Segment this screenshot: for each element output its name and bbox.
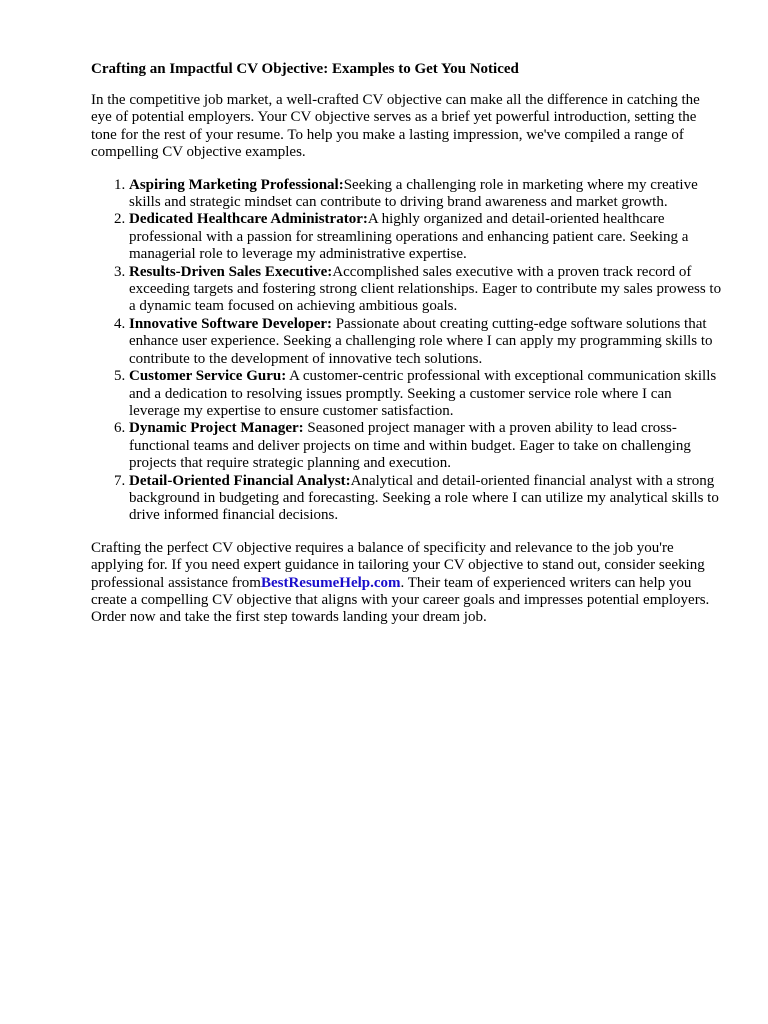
closing-text-before-link: Crafting the perfect CV objective requires a balance of specificity and relevance to the job you're applying for. If you need expert guidance in tailoring your CV objective to stand out, consider seeking professional assistance from: [91, 539, 705, 591]
examples-list: [91, 177, 723, 525]
example-text: Seeking a challenging role in marketing where my creative skills and strategic mindset can contribute to driving brand awareness and market growth.: [129, 176, 698, 211]
example-heading: Innovative Software Developer:: [129, 315, 333, 332]
example-text: Seasoned project manager with a proven ability to lead cross-functional teams and deliver projects on time and within budget. Eager to take on challenging projects that require strategic planning and execution.: [129, 420, 691, 472]
closing-text-after-link: . Their team of experienced writers can help you create a compelling CV objective that aligns with your career goals and impresses potential employers. Order now and take the first step towards landing your dream job.: [91, 574, 710, 626]
example-text: A highly organized and detail-oriented healthcare professional with a passion for streamlining operations and enhancing patient care. Seeking a managerial role to leverage my administrative expertise.: [129, 211, 689, 263]
list-item: [129, 473, 723, 525]
closing-paragraph: [91, 540, 723, 627]
list-item: [129, 420, 723, 472]
list-item: [129, 177, 723, 212]
example-heading: Customer Service Guru:: [129, 368, 287, 385]
example-heading: Dedicated Healthcare Administrator:: [129, 211, 368, 228]
example-heading: Aspiring Marketing Professional:: [129, 176, 344, 193]
list-item: [129, 316, 723, 368]
document-page: [91, 60, 723, 627]
list-item: [129, 264, 723, 316]
document-title: Crafting an Impactful CV Objective: Examples to Get You Noticed: [91, 61, 519, 77]
example-heading: Results-Driven Sales Executive:: [129, 263, 333, 280]
example-heading: Detail-Oriented Financial Analyst:: [129, 472, 351, 489]
example-text: Analytical and detail-oriented financial analyst with a strong background in budgeting and forecasting. Seeking a role where I can utilize my analytical skills to drive informed financial decisions.: [129, 472, 719, 524]
example-text: Passionate about creating cutting-edge software solutions that enhance user experience. Seeking a challenging role where I can apply my programming skills to contribute to the development of innovative tech solutions.: [129, 315, 713, 367]
list-item: [129, 211, 723, 263]
example-text: A customer-centric professional with exceptional communication skills and a dedication to resolving issues promptly. Seeking a customer service role where I can leverage my expertise to ensure customer satisfaction.: [129, 368, 717, 419]
bestresumehelp-link[interactable]: BestResumeHelp.com: [260, 574, 401, 591]
example-text: Accomplished sales executive with a proven track record of exceeding targets and fostering strong client relationships. Eager to contribute my sales prowess to a dynamic team focused on achieving ambitious goals.: [129, 263, 722, 315]
intro-paragraph: In the competitive job market, a well-crafted CV objective can make all the difference in catching the eye of potential employers. Your CV objective serves as a brief yet powerful introduction, setting the tone for the rest of your resume. To help you make a lasting impression, we've compiled a range of compelling CV objective examples.: [91, 92, 700, 161]
list-item: [129, 368, 723, 420]
example-heading: Dynamic Project Manager:: [129, 420, 304, 437]
